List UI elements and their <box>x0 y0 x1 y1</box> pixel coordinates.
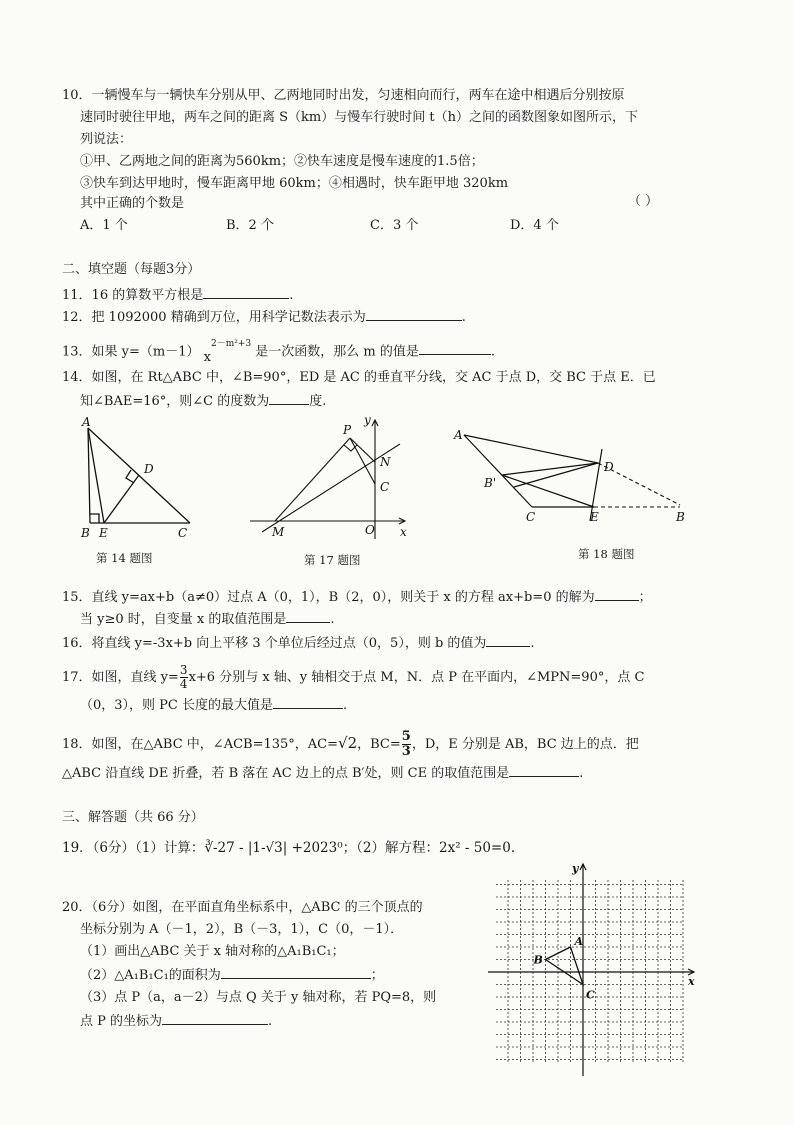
fig14-caption: 第 14 题图 <box>96 551 153 565</box>
q14-line1: 14．如图，在 Rt△ABC 中，∠B=90°，ED 是 AC 的垂直平分线，交 AC 于点 D，交 BC 于点 E．已 <box>62 370 656 385</box>
q15-blank-2[interactable] <box>286 610 330 623</box>
q20-line3: （1）画出△ABC 关于 x 轴对称的△A₁B₁C₁； <box>80 944 345 959</box>
grid-label-c: C <box>586 988 595 1002</box>
q18-text-2: △ABC 沿直线 DE 折叠，若 B 落在 AC 边上的点 B′处，则 CE 的取值范围是 <box>62 766 510 781</box>
fig18-label-a: A <box>454 428 463 442</box>
fig17-segment-pc <box>350 438 375 484</box>
q11-blank[interactable] <box>203 286 289 299</box>
fig14-label-e: E <box>99 526 108 540</box>
q17-text-a: 17．如图，直线 y= <box>62 670 179 685</box>
q15-blank-1[interactable] <box>595 588 639 601</box>
fig18-segment-b1e <box>502 475 594 507</box>
fig18-segment-ac <box>464 435 532 507</box>
fig18-segment-b1d <box>502 463 598 475</box>
q14-text-b: 度. <box>309 394 327 409</box>
fig17-label-p: P <box>343 423 352 437</box>
q15-line1 <box>62 588 652 606</box>
fig14-label-b: B <box>81 526 90 540</box>
q10-line1: 10．一辆慢车与一辆快车分别从甲、乙两地同时出发，匀速相向而行，两车在途中相遇后分别按原 <box>62 88 625 103</box>
q20-blank-point[interactable] <box>162 1012 268 1025</box>
fig14-right-angle-b <box>90 514 99 523</box>
q17-line2: （0，3），则 PC 长度的最大值是 . <box>80 698 348 713</box>
q18-blank[interactable] <box>509 764 579 777</box>
q15-text-2: 当 y≥0 时，自变量 x 的取值范围是 <box>80 612 287 627</box>
q14-blank[interactable] <box>269 392 309 405</box>
option-d: D．4 个 <box>510 218 559 233</box>
fig14-label-c: C <box>178 526 188 540</box>
q20-line1: 20．（6分）如图，在平面直角坐标系中，△ABC 的三个顶点的 <box>62 900 423 915</box>
q18-text-c: ，D，E 分别是 AB，BC 边上的点．把 <box>411 737 639 752</box>
q16-blank[interactable] <box>486 634 530 647</box>
q15-line2: 当 y≥0 时，自变量 x 的取值范围是 . <box>80 612 335 627</box>
q15-text-1-end: ； <box>638 590 652 605</box>
q20-text-4: （2）△A₁B₁C₁的面积为 <box>80 968 221 983</box>
q13-blank[interactable] <box>419 342 491 355</box>
answer-paren: （ ） <box>628 194 659 209</box>
figure-17 <box>240 414 410 544</box>
q12-text: 12．把 1092000 精确到万位，用科学记数法表示为 <box>62 310 366 325</box>
fig18-caption: 第 18 题图 <box>578 547 635 561</box>
q20-line5: （3）点 P（a，a－2）与点 Q 关于 y 轴对称，若 PQ=8，则 <box>80 990 437 1005</box>
fig17-label-c: C <box>380 480 390 494</box>
q11: 11．16 的算数平方根是 . <box>62 288 294 303</box>
q15-text-1: 15．直线 y=ax+b（a≠0）过点 A（0，1），B（2，0），则关于 x 的方程 ax+b=0 的解为 <box>62 590 595 605</box>
q18-fraction <box>402 730 411 759</box>
fig18-label-c: C <box>526 510 536 524</box>
grid-label-x: x <box>688 975 695 988</box>
fig18-label-d: D <box>604 460 614 474</box>
q13: 13．如果 y=（m－1） $x^{2-m^2+3}$ 是一次函数，那么 m 的值是 . <box>62 339 496 366</box>
q17-fraction <box>180 664 188 691</box>
q10-line2: 速同时驶往甲地，两车之间的距离 S（km）与慢车行驶时间 t（h）之间的函数图象如图所示，下 <box>80 110 638 125</box>
q17-text-b: x+6 分别与 x 轴、y 轴相交于点 M，N．点 P 在平面内，∠MPN=90°，点 C <box>188 670 645 685</box>
section2-title: 二、填空题（每题3分） <box>62 262 201 277</box>
q13-exponent: 2－m²+3 <box>211 339 252 349</box>
q14-line2 <box>80 392 326 410</box>
q17-blank[interactable] <box>273 696 343 709</box>
fig17-segment-pn <box>350 438 375 462</box>
grid-label-a: A <box>574 935 584 948</box>
fig17-segment-mp <box>275 438 350 521</box>
q20-line6: 点 P 的坐标为 . <box>80 1014 273 1029</box>
q12-blank[interactable] <box>366 308 462 321</box>
triangle-abc <box>546 947 584 985</box>
grid-label-b: B <box>533 953 543 967</box>
fig17-label-x: x <box>400 525 407 539</box>
q17-fraction-den: 4 <box>179 677 188 691</box>
option-b: B．2 个 <box>226 218 274 233</box>
q17-fraction-num: 3 <box>179 663 188 677</box>
fig18-segment-b1-helper <box>514 463 598 487</box>
q20-line2: 坐标分别为 A（－1，2），B（－3，1），C（0，－1）． <box>80 922 404 937</box>
fig14-right-angle-d <box>126 470 134 483</box>
fig18-segment-ad <box>464 435 598 463</box>
fig18-label-e: E <box>590 510 599 524</box>
q18-line1 <box>62 730 639 759</box>
q10-line5: ③快车到达甲地时，慢车距离甲地 60km；④相遇时，快车距甲地 320km <box>80 176 509 191</box>
q10-line4: ①甲、乙两地之间的距离为560km；②快车速度是慢车速度的1.5倍； <box>80 154 484 169</box>
figure-18 <box>452 425 692 535</box>
q19: 19．（6分）（1）计算：∛-27 - |1-√3| +2023⁰；（2）解方程：2x² - 50=0. <box>62 840 516 856</box>
q16: 16．将直线 y=-3x+b 向上平移 3 个单位后经过点（0，5），则 b 的值为 . <box>62 636 535 651</box>
q13-base: x <box>203 350 211 366</box>
fig17-label-n: N <box>380 455 391 469</box>
fig14-side-ab <box>88 428 90 523</box>
fig14-label-a: A <box>82 415 91 429</box>
grid-label-y: y <box>572 862 579 875</box>
fig17-label-o: O <box>365 523 375 537</box>
q18-sqrt: √2 <box>338 734 358 752</box>
q13-text-c: 是一次函数，那么 m 的值是 <box>255 344 419 360</box>
q17-line1 <box>62 664 644 691</box>
q18-fraction-num: 5 <box>401 729 411 744</box>
fig18-label-b: B <box>676 510 685 524</box>
q10-line6: 其中正确的个数是 <box>80 196 185 211</box>
q20-text-6: 点 P 的坐标为 <box>80 1014 163 1029</box>
q12: 12．把 1092000 精确到万位，用科学记数法表示为 . <box>62 310 466 325</box>
q11-text: 11．16 的算数平方根是 <box>62 288 204 303</box>
q18-text-b: ，BC= <box>357 737 401 752</box>
q13-text-a: 13．如果 y=（m－1） <box>62 344 200 360</box>
q18-fraction-den: 3 <box>401 744 411 759</box>
fig17-caption: 第 17 题图 <box>304 553 361 567</box>
coordinate-grid <box>488 862 698 1077</box>
figure-14 <box>78 415 208 540</box>
q20-line4: （2）△A₁B₁C₁的面积为 ； <box>80 968 384 983</box>
q18-line2: △ABC 沿直线 DE 折叠，若 B 落在 AC 边上的点 B′处，则 CE 的取值范围是 . <box>62 766 584 781</box>
fig14-label-d: D <box>144 462 154 476</box>
q10-line3: 列说法： <box>80 132 133 147</box>
fig18-label-b-prime: B' <box>484 476 497 490</box>
q17-text-2: （0，3），则 PC 长度的最大值是 <box>80 698 274 713</box>
fig14-segment-ae <box>88 428 104 523</box>
q14-text-a: 知∠BAE=16°，则∠C 的度数为 <box>80 394 270 409</box>
q20-blank-area[interactable] <box>221 966 371 979</box>
section3-title: 三、解答题（共 66 分） <box>62 810 204 825</box>
q16-text: 16．将直线 y=-3x+b 向上平移 3 个单位后经过点（0，5），则 b 的值为 <box>62 636 487 651</box>
option-a: A．1 个 <box>80 218 128 233</box>
fig17-label-m: M <box>272 525 285 539</box>
option-c: C．3 个 <box>370 218 419 233</box>
fig17-label-y: y <box>364 413 371 427</box>
q18-text-a: 18．如图，在△ABC 中，∠ACB=135°，AC= <box>62 737 339 752</box>
